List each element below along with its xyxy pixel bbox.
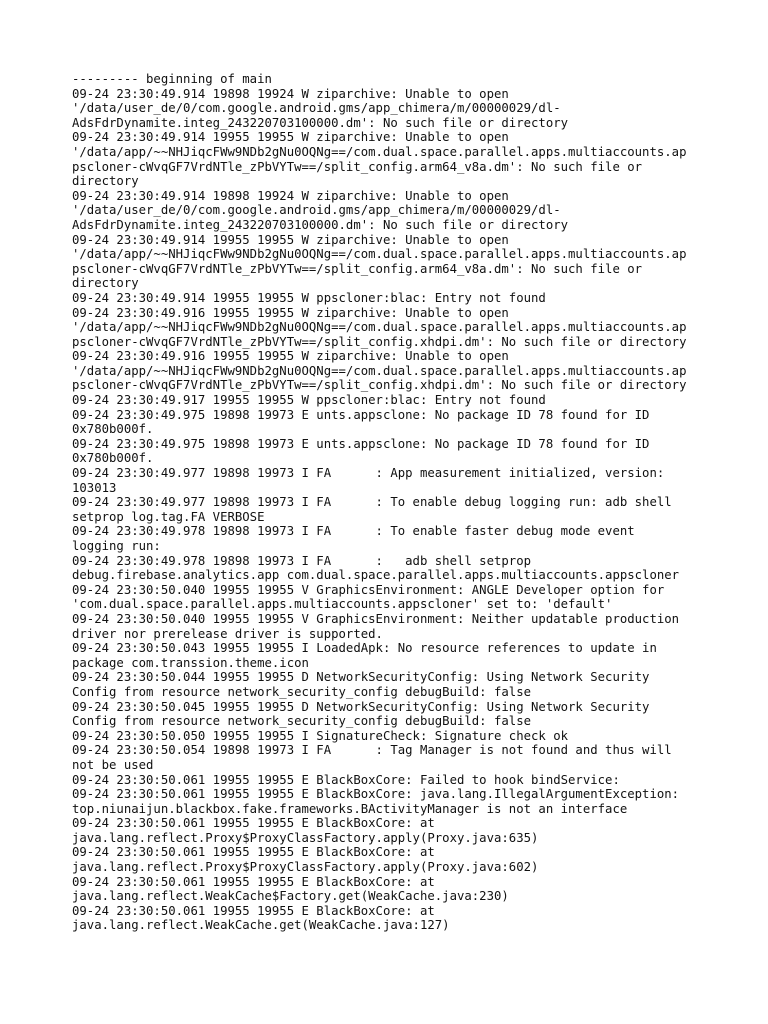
log-line: '/data/app/~~NHJiqcFWw9NDb2gNu0OQNg==/com.dual.space.parallel.apps.multiaccounts.ap <box>72 320 687 335</box>
log-line: '/data/app/~~NHJiqcFWw9NDb2gNu0OQNg==/com.dual.space.parallel.apps.multiaccounts.ap <box>72 247 687 262</box>
log-document <box>72 72 702 933</box>
log-line: 09-24 23:30:49.914 19955 19955 W ziparchive: Unable to open <box>72 130 509 145</box>
log-line: 09-24 23:30:50.061 19955 19955 E BlackBoxCore: at <box>72 816 435 831</box>
log-line: pscloner-cWvqGF7VrdNTle_zPbVYTw==/split_config.arm64_v8a.dm': No such file or <box>72 261 643 276</box>
log-line: 09-24 23:30:50.061 19955 19955 E BlackBoxCore: java.lang.IllegalArgumentException: <box>72 787 680 802</box>
log-line: 09-24 23:30:50.061 19955 19955 E BlackBoxCore: at <box>72 903 435 918</box>
log-line: package com.transsion.theme.icon <box>72 655 309 670</box>
log-line: java.lang.reflect.WeakCache$Factory.get(WeakCache.java:230) <box>72 889 509 904</box>
log-line: 09-24 23:30:49.916 19955 19955 W ziparchive: Unable to open <box>72 349 509 364</box>
log-line: 09-24 23:30:49.975 19898 19973 E unts.appsclone: No package ID 78 found for ID <box>72 407 650 422</box>
log-line: 09-24 23:30:49.977 19898 19973 I FA : To enable debug logging run: adb shell <box>72 495 672 510</box>
log-line: directory <box>72 174 139 189</box>
log-line: '/data/user_de/0/com.google.android.gms/app_chimera/m/00000029/dl- <box>72 203 561 218</box>
log-line: driver nor prerelease driver is supported. <box>72 626 383 641</box>
log-line: 09-24 23:30:49.978 19898 19973 I FA : To enable faster debug mode event <box>72 524 635 539</box>
log-line: '/data/user_de/0/com.google.android.gms/app_chimera/m/00000029/dl- <box>72 101 561 116</box>
log-line: 09-24 23:30:50.045 19955 19955 D NetworkSecurityConfig: Using Network Security <box>72 699 650 714</box>
log-line: 09-24 23:30:50.044 19955 19955 D NetworkSecurityConfig: Using Network Security <box>72 670 650 685</box>
log-line: 09-24 23:30:50.054 19898 19973 I FA : Tag Manager is not found and thus will <box>72 743 672 758</box>
log-line: 09-24 23:30:50.040 19955 19955 V GraphicsEnvironment: Neither updatable production <box>72 611 680 626</box>
log-line: debug.firebase.analytics.app com.dual.space.parallel.apps.multiaccounts.appscloner <box>72 568 680 583</box>
log-line: 09-24 23:30:49.977 19898 19973 I FA : App measurement initialized, version: <box>72 466 665 481</box>
log-line: 09-24 23:30:50.061 19955 19955 E BlackBoxCore: Failed to hook bindService: <box>72 772 620 787</box>
log-line: logging run: <box>72 539 161 553</box>
log-line: java.lang.reflect.Proxy$ProxyClassFactory.apply(Proxy.java:635) <box>72 830 539 845</box>
log-line: pscloner-cWvqGF7VrdNTle_zPbVYTw==/split_config.xhdpi.dm': No such file or directory <box>72 378 687 393</box>
log-line: 09-24 23:30:49.914 19955 19955 W ppscloner:blac: Entry not found <box>72 290 546 305</box>
log-line: top.niunaijun.blackbox.fake.frameworks.BActivityManager is not an interface <box>72 801 628 816</box>
log-line: 0x780b000f. <box>72 451 154 466</box>
log-line: 09-24 23:30:49.916 19955 19955 W ziparchive: Unable to open <box>72 305 509 320</box>
log-line: not be used <box>72 757 154 772</box>
log-line: java.lang.reflect.Proxy$ProxyClassFactory.apply(Proxy.java:602) <box>72 860 539 875</box>
log-line: Config from resource network_security_config debugBuild: false <box>72 714 532 729</box>
log-line: pscloner-cWvqGF7VrdNTle_zPbVYTw==/split_config.xhdpi.dm': No such file or directory <box>72 334 687 349</box>
log-line: 09-24 23:30:50.050 19955 19955 I SignatureCheck: Signature check ok <box>72 728 569 743</box>
log-line: '/data/app/~~NHJiqcFWw9NDb2gNu0OQNg==/com.dual.space.parallel.apps.multiaccounts.ap <box>72 363 687 378</box>
log-line: 103013 <box>72 480 117 495</box>
log-line: 09-24 23:30:50.040 19955 19955 V GraphicsEnvironment: ANGLE Developer option for <box>72 582 665 597</box>
log-line: 09-24 23:30:49.975 19898 19973 E unts.appsclone: No package ID 78 found for ID <box>72 436 650 451</box>
log-line: AdsFdrDynamite.integ_243220703100000.dm': No such file or directory <box>72 115 569 130</box>
log-line: 09-24 23:30:49.917 19955 19955 W ppscloner:blac: Entry not found <box>72 393 546 408</box>
log-line: directory <box>72 276 139 291</box>
log-line: '/data/app/~~NHJiqcFWw9NDb2gNu0OQNg==/com.dual.space.parallel.apps.multiaccounts.ap <box>72 144 687 159</box>
log-line: pscloner-cWvqGF7VrdNTle_zPbVYTw==/split_config.arm64_v8a.dm': No such file or <box>72 159 643 174</box>
log-line: 09-24 23:30:49.914 19898 19924 W ziparchive: Unable to open <box>72 188 509 203</box>
log-line: 09-24 23:30:49.914 19898 19924 W ziparchive: Unable to open <box>72 86 509 101</box>
log-line: 09-24 23:30:49.914 19955 19955 W ziparchive: Unable to open <box>72 232 509 247</box>
log-line: 09-24 23:30:50.061 19955 19955 E BlackBoxCore: at <box>72 874 435 889</box>
log-line: 'com.dual.space.parallel.apps.multiaccounts.appscloner' set to: 'default' <box>72 597 613 612</box>
log-line: AdsFdrDynamite.integ_243220703100000.dm': No such file or directory <box>72 217 569 232</box>
log-line: 09-24 23:30:50.043 19955 19955 I LoadedApk: No resource references to update in <box>72 641 657 656</box>
log-line: 09-24 23:30:50.061 19955 19955 E BlackBoxCore: at <box>72 845 435 860</box>
log-line: 09-24 23:30:49.978 19898 19973 I FA : adb shell setprop <box>72 553 532 568</box>
log-line: java.lang.reflect.WeakCache.get(WeakCache.java:127) <box>72 918 450 933</box>
log-line: --------- beginning of main <box>72 72 272 86</box>
log-line: setprop log.tag.FA VERBOSE <box>72 509 265 524</box>
log-line: Config from resource network_security_config debugBuild: false <box>72 684 532 699</box>
log-line: 0x780b000f. <box>72 422 154 437</box>
